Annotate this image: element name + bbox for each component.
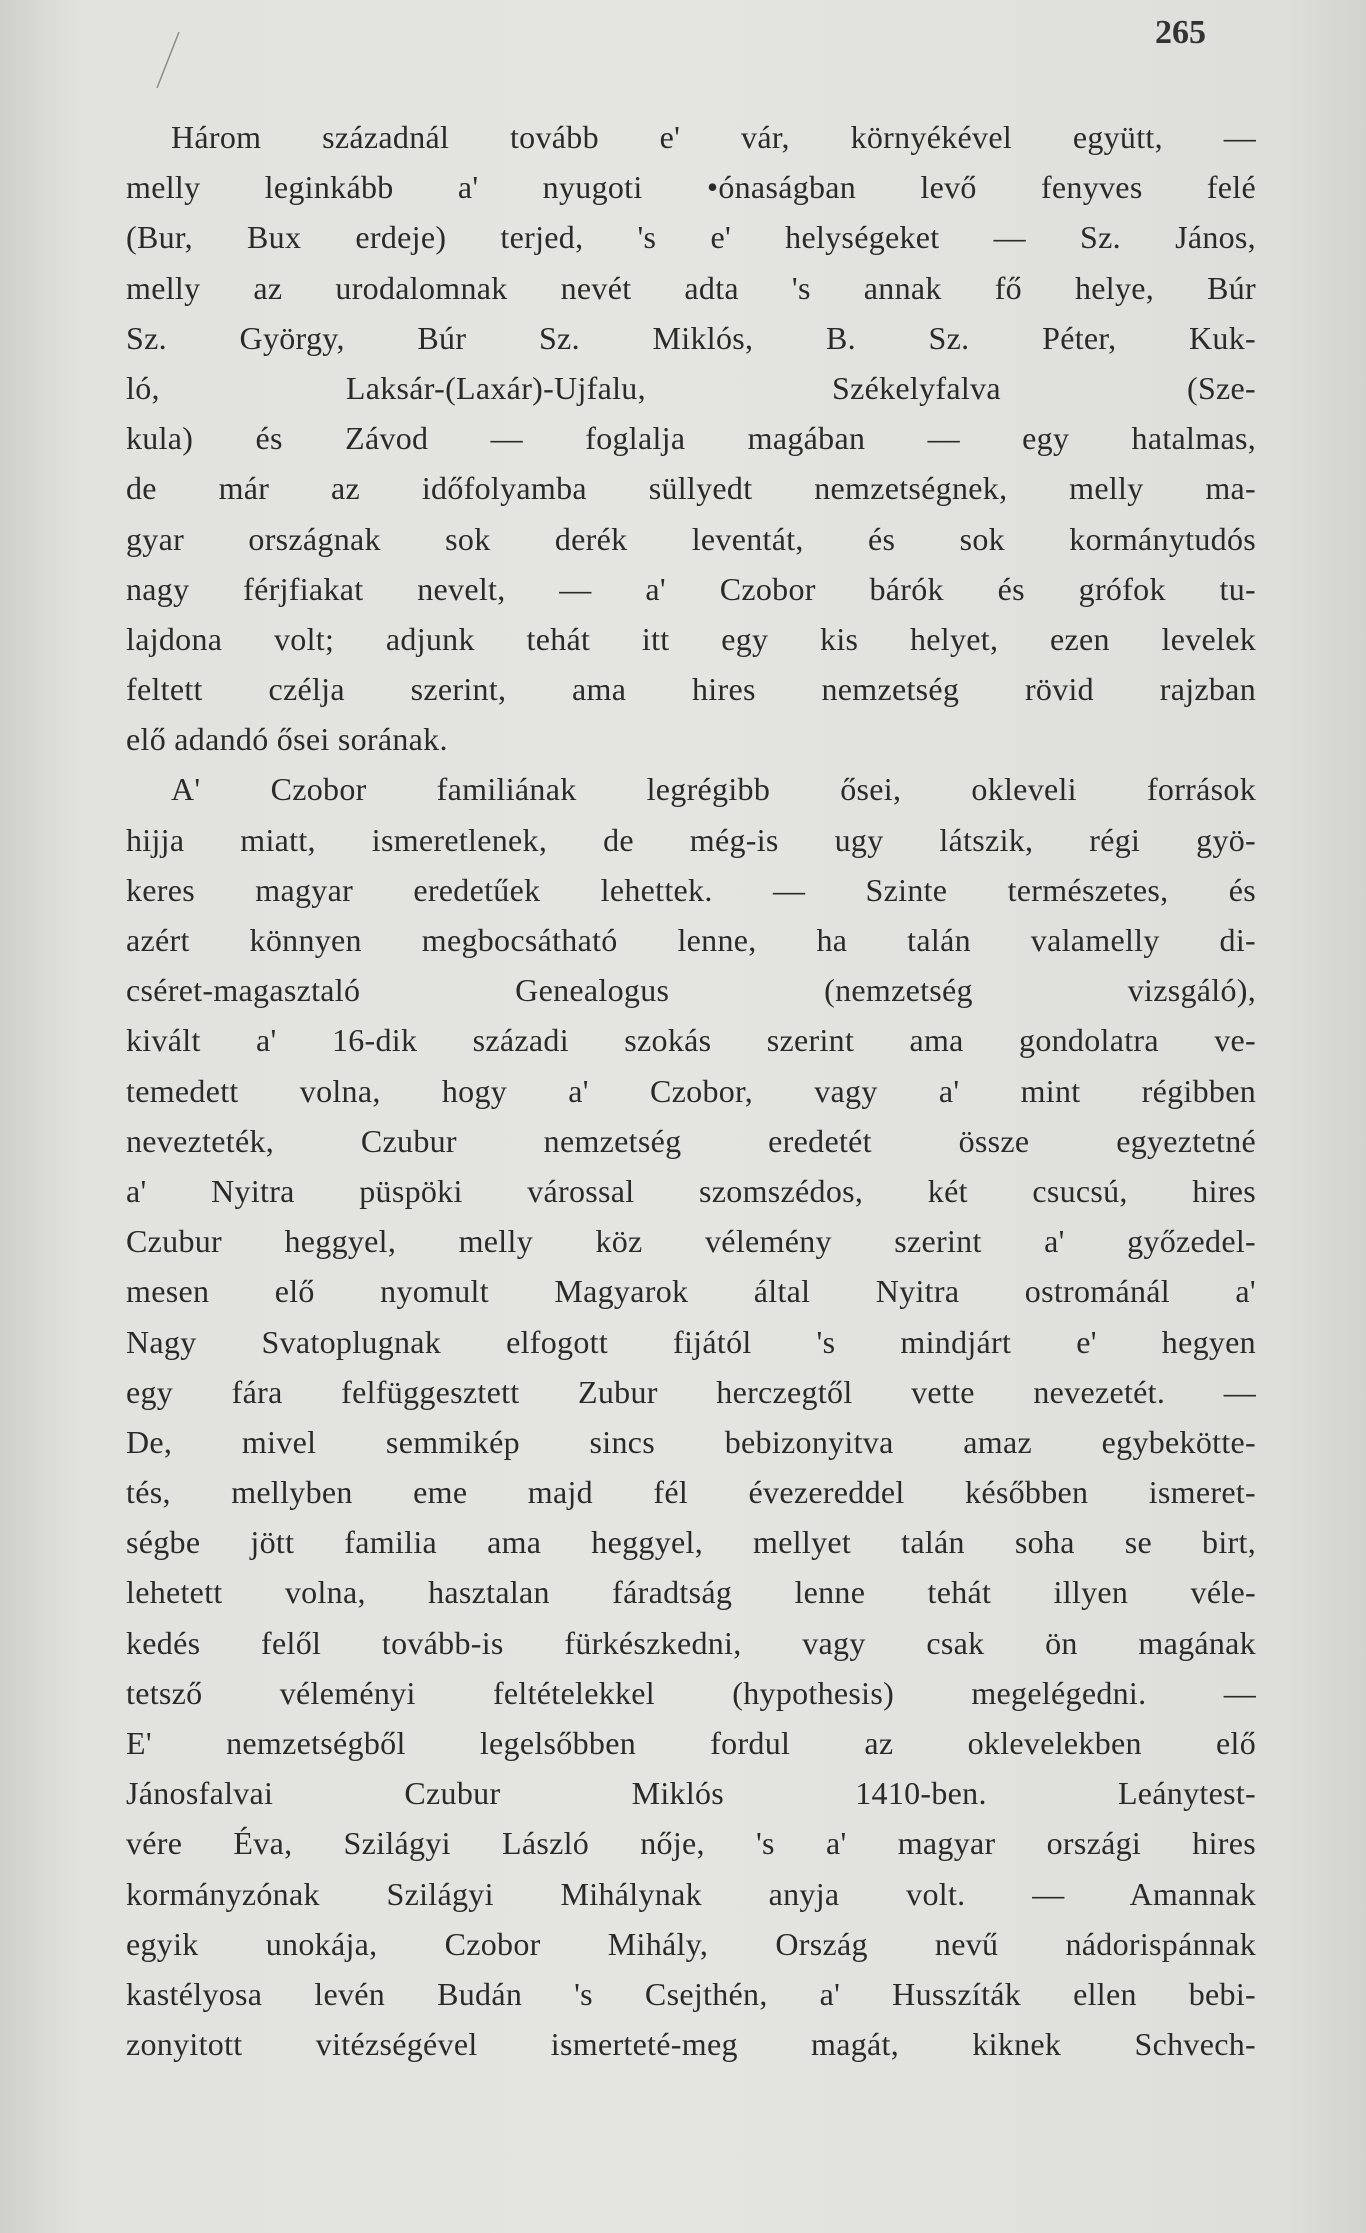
page-number: 265: [1155, 14, 1206, 51]
text-line: elő adandó ősei sorának.: [126, 721, 448, 758]
text-line: feltett czélja szerint, ama hires nemzetség rövid rajzban: [126, 671, 1256, 708]
text-line: melly leginkább a' nyugoti •ónaságban levő fenyves felé: [126, 169, 1256, 206]
text-line: cséret-magasztaló Genealogus (nemzetség vizsgáló),: [126, 972, 1256, 1009]
text-line: ségbe jött familia ama heggyel, mellyet talán soha se birt,: [126, 1524, 1256, 1561]
text-line: temedett volna, hogy a' Czobor, vagy a' mint régibben: [126, 1072, 1256, 1109]
text-line: Jánosfalvai Czubur Miklós 1410-ben. Leánytest-: [126, 1775, 1256, 1812]
text-line: kormányzónak Szilágyi Mihálynak anyja volt. — Amannak: [126, 1875, 1256, 1912]
text-line: lehetett volna, hasztalan fáradtság lenne tehát illyen véle-: [126, 1574, 1256, 1611]
text-line: Nagy Svatoplugnak elfogott fijától 's mindjárt e' hegyen: [126, 1323, 1256, 1360]
text-line: mesen elő nyomult Magyarok által Nyitra ostrománál a': [126, 1273, 1256, 1310]
text-line: ló, Laksár-(Laxár)-Ujfalu, Székelyfalva (Sze-: [126, 369, 1256, 406]
text-line: tetsző véleményi feltételekkel (hypothesis) megelégedni. —: [126, 1674, 1256, 1711]
text-line: kedés felől tovább-is fürkészkedni, vagy csak ön magának: [126, 1624, 1256, 1661]
text-line: a' Nyitra püspöki várossal szomszédos, két csucsú, hires: [126, 1172, 1256, 1209]
text-line: gyar országnak sok derék leventát, és sok kormánytudós: [126, 520, 1256, 557]
text-line: kula) és Závod — foglalja magában — egy hatalmas,: [126, 420, 1256, 457]
text-line: kivált a' 16-dik századi szokás szerint ama gondolatra ve-: [126, 1022, 1256, 1059]
text-line: (Bur, Bux erdeje) terjed, 's e' helységeket — Sz. János,: [126, 219, 1256, 256]
text-line: zonyitott vitézségével ismerteté-meg magát, kiknek Schvech-: [126, 2026, 1256, 2063]
pencil-mark: [153, 30, 183, 90]
text-line: kastélyosa levén Budán 's Csejthén, a' Husszíták ellen bebi-: [126, 1975, 1256, 2012]
text-line: hijja miatt, ismeretlenek, de még-is ugy látszik, régi gyö-: [126, 821, 1256, 858]
text-line: Sz. György, Búr Sz. Miklós, B. Sz. Péter, Kuk-: [126, 319, 1256, 356]
text-line: egyik unokája, Czobor Mihály, Ország nevű nádorispánnak: [126, 1925, 1256, 1962]
text-line: Három századnál tovább e' vár, környékével együtt, —: [171, 119, 1256, 155]
text-line: De, mivel semmikép sincs bebizonyitva amaz egybekötte-: [126, 1423, 1256, 1460]
text-line: E' nemzetségből legelsőbben fordul az oklevelekben elő: [126, 1725, 1256, 1761]
body-text: [126, 112, 1256, 2069]
text-line: tés, mellyben eme majd fél évezereddel későbben ismeret-: [126, 1474, 1256, 1511]
text-line: A' Czobor familiának legrégibb ősei, okleveli források: [171, 771, 1256, 808]
text-line: de már az időfolyamba süllyedt nemzetségnek, melly ma-: [126, 470, 1256, 507]
text-line: azért könnyen megbocsátható lenne, ha talán valamelly di-: [126, 922, 1256, 958]
text-line: keres magyar eredetűek lehettek. — Szinte természetes, és: [126, 871, 1256, 908]
text-line: vére Éva, Szilágyi László nője, 's a' magyar országi hires: [126, 1825, 1256, 1862]
text-line: egy fára felfüggesztett Zubur herczegtől vette nevezetét. —: [126, 1373, 1256, 1410]
text-line: nagy férjfiakat nevelt, — a' Czobor bárók és grófok tu-: [126, 570, 1256, 607]
text-line: nevezteték, Czubur nemzetség eredetét össze egyeztetné: [126, 1122, 1256, 1159]
text-line: melly az urodalomnak nevét adta 's annak fő helye, Búr: [126, 269, 1256, 306]
text-line: lajdona volt; adjunk tehát itt egy kis helyet, ezen levelek: [126, 620, 1256, 657]
text-line: Czubur heggyel, melly köz vélemény szerint a' győzedel-: [126, 1223, 1256, 1260]
